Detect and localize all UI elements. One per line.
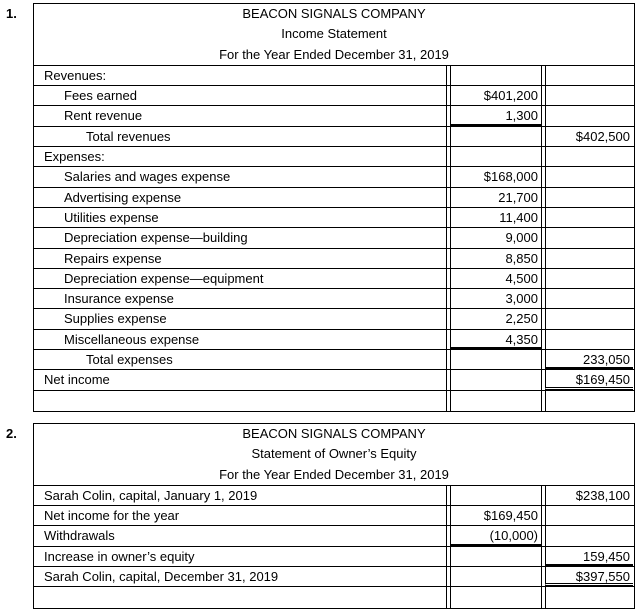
table-row xyxy=(34,106,634,126)
amount-column-2 xyxy=(545,228,633,247)
statement-1-number: 1. xyxy=(6,6,17,21)
table-row xyxy=(34,228,634,248)
statement-2-number: 2. xyxy=(6,426,17,441)
row-label: Fees earned xyxy=(34,86,447,105)
row-label: Total expenses xyxy=(34,350,447,369)
amount-column-1: 4,500 xyxy=(450,269,542,288)
amount-column-2: 159,450 xyxy=(545,547,633,566)
amount-column-1: 8,850 xyxy=(450,249,542,268)
amount-column-1 xyxy=(450,127,542,146)
amount-column-2 xyxy=(545,506,633,525)
table-row xyxy=(34,350,634,370)
row-label xyxy=(34,587,447,607)
row-label: Net income xyxy=(34,370,447,389)
amount-column-2 xyxy=(545,167,633,186)
amount-column-2 xyxy=(545,309,633,328)
company-name: BEACON SIGNALS COMPANY xyxy=(242,6,426,21)
amount-column-2 xyxy=(545,188,633,207)
amount-column-1: 1,300 xyxy=(450,106,542,125)
table-row xyxy=(34,269,634,289)
amount-column-1 xyxy=(450,567,542,586)
row-label: Net income for the year xyxy=(34,506,447,525)
amount-column-2 xyxy=(545,269,633,288)
table-row xyxy=(34,526,634,546)
table-row xyxy=(34,188,634,208)
amount-column-2 xyxy=(545,208,633,227)
amount-column-1: $169,450 xyxy=(450,506,542,525)
row-label: Repairs expense xyxy=(34,249,447,268)
amount-column-2 xyxy=(545,147,633,166)
table-row xyxy=(34,167,634,187)
table-row xyxy=(34,86,634,106)
income-statement xyxy=(33,3,635,412)
table-row xyxy=(34,208,634,228)
table-row xyxy=(34,567,634,587)
table-row xyxy=(34,587,634,607)
amount-column-2 xyxy=(545,526,633,545)
row-label: Utilities expense xyxy=(34,208,447,227)
amount-column-1 xyxy=(450,587,542,607)
amount-column-1: $401,200 xyxy=(450,86,542,105)
row-label: Miscellaneous expense xyxy=(34,330,447,349)
table-row xyxy=(34,289,634,309)
owners-equity-statement xyxy=(33,423,635,609)
amount-column-1 xyxy=(450,147,542,166)
amount-column-1: 21,700 xyxy=(450,188,542,207)
amount-column-2 xyxy=(545,289,633,308)
amount-column-2: $238,100 xyxy=(545,486,633,505)
row-label: Revenues: xyxy=(34,66,447,85)
table-row xyxy=(34,66,634,86)
owners-equity-header xyxy=(34,424,634,486)
amount-column-1: (10,000) xyxy=(450,526,542,545)
row-label: Rent revenue xyxy=(34,106,447,125)
amount-column-2 xyxy=(545,249,633,268)
table-row xyxy=(34,309,634,329)
table-row xyxy=(34,486,634,506)
row-label: Increase in owner’s equity xyxy=(34,547,447,566)
amount-column-1 xyxy=(450,547,542,566)
owners-equity-rows xyxy=(34,486,634,608)
amount-column-2 xyxy=(545,106,633,125)
table-row xyxy=(34,370,634,390)
table-row xyxy=(34,506,634,526)
amount-column-1: 3,000 xyxy=(450,289,542,308)
amount-column-1 xyxy=(450,391,542,411)
amount-column-1 xyxy=(450,66,542,85)
table-row xyxy=(34,147,634,167)
statement-title: Statement of Owner’s Equity xyxy=(251,446,417,462)
amount-column-2 xyxy=(545,66,633,85)
amount-column-1 xyxy=(450,350,542,369)
row-label: Sarah Colin, capital, December 31, 2019 xyxy=(34,567,447,586)
table-row xyxy=(34,391,634,411)
row-label: Depreciation expense—equipment xyxy=(34,269,447,288)
amount-column-1: 2,250 xyxy=(450,309,542,328)
amount-column-2: $397,550 xyxy=(545,567,633,586)
amount-column-2 xyxy=(545,587,633,607)
row-label: Expenses: xyxy=(34,147,447,166)
amount-column-2 xyxy=(545,391,633,411)
row-label: Salaries and wages expense xyxy=(34,167,447,186)
amount-column-2: $402,500 xyxy=(545,127,633,146)
amount-column-1 xyxy=(450,486,542,505)
amount-column-1 xyxy=(450,370,542,389)
amount-column-2 xyxy=(545,330,633,349)
company-name: BEACON SIGNALS COMPANY xyxy=(242,426,426,441)
income-statement-header xyxy=(34,4,634,66)
row-label xyxy=(34,391,447,411)
row-label: Insurance expense xyxy=(34,289,447,308)
row-label: Depreciation expense—building xyxy=(34,228,447,247)
amount-column-1: 11,400 xyxy=(450,208,542,227)
statement-title: Income Statement xyxy=(281,26,387,42)
row-label: Total revenues xyxy=(34,127,447,146)
table-row xyxy=(34,127,634,147)
amount-column-1: $168,000 xyxy=(450,167,542,186)
statement-period: For the Year Ended December 31, 2019 xyxy=(219,466,449,482)
statement-period: For the Year Ended December 31, 2019 xyxy=(219,46,449,62)
amount-column-1: 4,350 xyxy=(450,330,542,349)
row-label: Advertising expense xyxy=(34,188,447,207)
table-row xyxy=(34,330,634,350)
row-label: Withdrawals xyxy=(34,526,447,545)
income-statement-rows xyxy=(34,66,634,411)
row-label: Sarah Colin, capital, January 1, 2019 xyxy=(34,486,447,505)
row-label: Supplies expense xyxy=(34,309,447,328)
amount-column-2 xyxy=(545,86,633,105)
table-row xyxy=(34,249,634,269)
table-row xyxy=(34,547,634,567)
amount-column-2: $169,450 xyxy=(545,370,633,389)
amount-column-1: 9,000 xyxy=(450,228,542,247)
amount-column-2: 233,050 xyxy=(545,350,633,369)
